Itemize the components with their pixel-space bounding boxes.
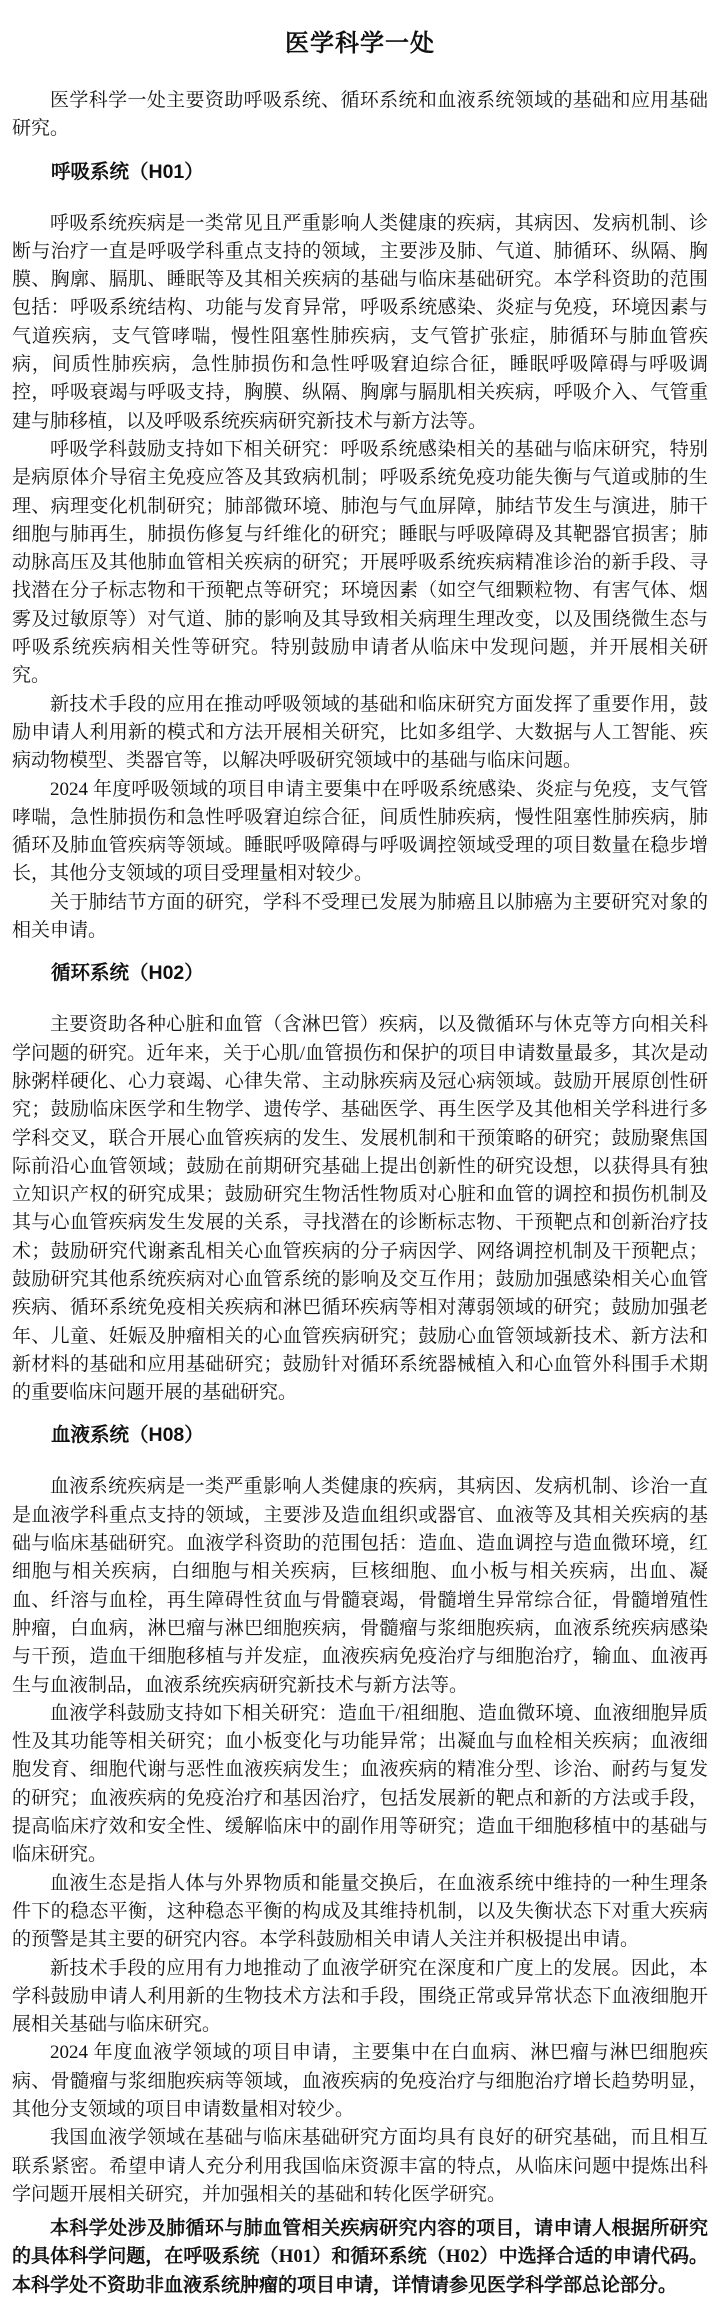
section-blood-h08 [12,1421,708,2209]
paragraph-respiratory-2024-applications: 2024 年度呼吸领域的项目申请主要集中在呼吸系统感染、炎症与免疫，支气管哮喘，急性肺损伤和急性呼吸窘迫综合征，间质性肺疾病，慢性阻塞性肺疾病，肺循环及肺血管疾病等领域。睡眠呼吸障碍与呼吸调控领域受理的项目数量在稳步增长，其他分支领域的项目受理量相对较少。 [12,778,708,885]
section-circulatory-h02 [12,959,708,1407]
paragraph-blood-overview: 血液系统疾病是一类严重影响人类健康的疾病，其病因、发病机制、诊治一直是血液学科重点支持的领域，主要涉及造血组织或器官、血液等及其相关疾病的基础与临床基础研究。血液学科资助的范围包括：造血、造血调控与造血微环境，红细胞与相关疾病，白细胞与相关疾病，巨核细胞、血小板与相关疾病，出血、凝血、纤溶与血栓，再生障碍性贫血与骨髓衰竭，骨髓增生异常综合征，骨髓增殖性肿瘤，白血病，淋巴瘤与淋巴细胞疾病，骨髓瘤与浆细胞疾病，血液系统疾病感染与干预，造血干细胞移植与并发症，血液疾病免疫治疗与细胞治疗，输血、血液再生与血液制品，血液系统疾病研究新技术与新方法等。 [12,1476,708,1696]
paragraph-respiratory-new-technology: 新技术手段的应用在推动呼吸领域的基础和临床研究方面发挥了重要作用，鼓励申请人利用新的模式和方法开展相关研究，比如多组学、大数据与人工智能、疾病动物模型、类器官等，以解决呼吸研究领域中的基础与临床问题。 [12,693,708,772]
section-heading-h02: 循环系统（H02） [51,962,204,985]
intro-paragraph: 医学科学一处主要资助呼吸系统、循环系统和血液系统领域的基础和应用基础研究。 [12,90,708,140]
paragraph-blood-domestic-foundation: 我国血液学领域在基础与临床基础研究方面均具有良好的研究基础，而且相互联系紧密。希望申请人充分利用我国临床资源丰富的特点，从临床问题中提炼出科学问题开展相关研究，并加强相关的基础和转化医学研究。 [12,2127,708,2205]
paragraph-blood-encouraged-research: 血液学科鼓励支持如下相关研究：造血干/祖细胞、造血微环境、血液细胞异质性及其功能等相关研究；血小板变化与功能异常；出凝血与血栓相关疾病；血液细胞发育、细胞代谢与恶性血液疾病发生；血液疾病的精准分型、诊治、耐药与复发的研究；血液疾病的免疫治疗和基因治疗，包括发展新的靶点和新的方法或手段，提高临床疗效和安全性、缓解临床中的副作用等研究；造血干细胞移植中的基础与临床研究。 [12,1702,708,1866]
section-heading-h01: 呼吸系统（H01） [51,160,204,183]
paragraph-respiratory-encouraged-research: 呼吸学科鼓励支持如下相关研究：呼吸系统感染相关的基础与临床研究，特别是病原体介导宿主免疫应答及其致病机制；呼吸系统免疫功能失衡与气道或肺的生理、病理变化机制研究；肺部微环境、肺泡与气血屏障，肺结节发生与演进，肺干细胞与肺再生，肺损伤修复与纤维化的研究；睡眠与呼吸障碍及其靶器官损害；肺动脉高压及其他肺血管相关疾病的研究；开展呼吸系统疾病精准诊治的新手段、寻找潜在分子标志物和干预靶点等研究；环境因素（如空气细颗粒物、有害气体、烟雾及过敏原等）对气道、肺的影响及其导致相关病理生理改变，以及围绕微生态与呼吸系统疾病相关性等研究。特别鼓励申请者从临床中发现问题，并开展相关研究。 [12,438,708,687]
paragraph-blood-2024-applications: 2024 年度血液学领域的项目申请，主要集中在白血病、淋巴瘤与淋巴细胞疾病、骨髓瘤与浆细胞疾病等领域，血液疾病的免疫治疗与细胞治疗增长趋势明显，其他分支领域的项目申请数量相对较少。 [12,2042,708,2120]
paragraph-respiratory-overview: 呼吸系统疾病是一类常见且严重影响人类健康的疾病，其病因、发病机制、诊断与治疗一直是呼吸学科重点支持的领域，主要涉及肺、气道、肺循环、纵隔、胸膜、胸廓、膈肌、睡眠等及其相关疾病的基础与临床基础研究。本学科资助的范围包括：呼吸系统结构、功能与发育异常，呼吸系统感染、炎症与免疫，环境因素与气道疾病，支气管哮喘，慢性阻塞性肺疾病，支气管扩张症，肺循环与肺血管疾病，间质性肺疾病，急性肺损伤和急性呼吸窘迫综合征，睡眠呼吸障碍与呼吸调控，呼吸衰竭与呼吸支持，胸膜、纵隔、胸廓与膈肌相关疾病，呼吸介入、气管重建与肺移植，以及呼吸系统疾病研究新技术与新方法等。 [12,212,708,432]
paragraph-respiratory-lung-nodule-note: 关于肺结节方面的研究，学科不受理已发展为肺癌且以肺癌为主要研究对象的相关申请。 [12,891,708,942]
section-respiratory-h01 [12,158,708,946]
paragraph-blood-new-technology: 新技术手段的应用有力地推动了血液学研究在深度和广度上的发展。因此，本学科鼓励申请人利用新的生物技术方法和手段，围绕正常或异常状态下血液细胞开展相关基础与临床研究。 [12,1957,708,2036]
paragraph-blood-ecology: 血液生态是指人体与外界物质和能量交换后，在血液系统中维持的一种生理条件下的稳态平衡，这种稳态平衡的构成及其维持机制，以及失衡状态下对重大疾病的预警是其主要的研究内容。本学科鼓励相关申请人关注并积极提出申请。 [12,1872,708,1951]
section-heading-h08: 血液系统（H08） [51,1424,204,1447]
paragraph-circulatory-overview: 主要资助各种心脏和血管（含淋巴管）疾病，以及微循环与休克等方向相关科学问题的研究。近年来，关于心肌/血管损伤和保护的项目申请数量最多，其次是动脉粥样硬化、心力衰竭、心律失常、主动脉疾病及冠心病领域。鼓励开展原创性研究；鼓励临床医学和生物学、遗传学、基础医学、再生医学及其他相关学科进行多学科交叉，联合开展心血管疾病的发生、发展机制和干预策略的研究；鼓励聚焦国际前沿心血管领域；鼓励在前期研究基础上提出创新性的研究设想，以获得具有独立知识产权的研究成果；鼓励研究生物活性物质对心脏和血管的调控和损伤机制及其与心血管疾病发生发展的关系，寻找潜在的诊断标志物、干预靶点和创新治疗技术；鼓励研究代谢紊乱相关心血管疾病的分子病因学、网络调控机制及干预靶点；鼓励研究其他系统疾病对心血管系统的影响及交互作用；鼓励加强感染相关心血管疾病、循环系统免疫相关疾病和淋巴循环疾病等相对薄弱领域的研究；鼓励加强老年、儿童、妊娠及肿瘤相关的心血管疾病研究；鼓励心血管领域新技术、新方法和新材料的基础和应用基础研究；鼓励针对循环系统器械植入和心血管外科围手术期的重要临床问题开展的基础研究。 [12,1014,708,1404]
closing-note: 本科学处涉及肺循环与肺血管相关疾病研究内容的项目，请申请人根据所研究的具体科学问题，在呼吸系统（H01）和循环系统（H02）中选择合适的申请代码。本科学处不资助非血液系统肿瘤的项目申请，详情请参见医学科学部总论部分。 [12,2218,708,2296]
page-title: 医学科学一处 [285,30,435,57]
